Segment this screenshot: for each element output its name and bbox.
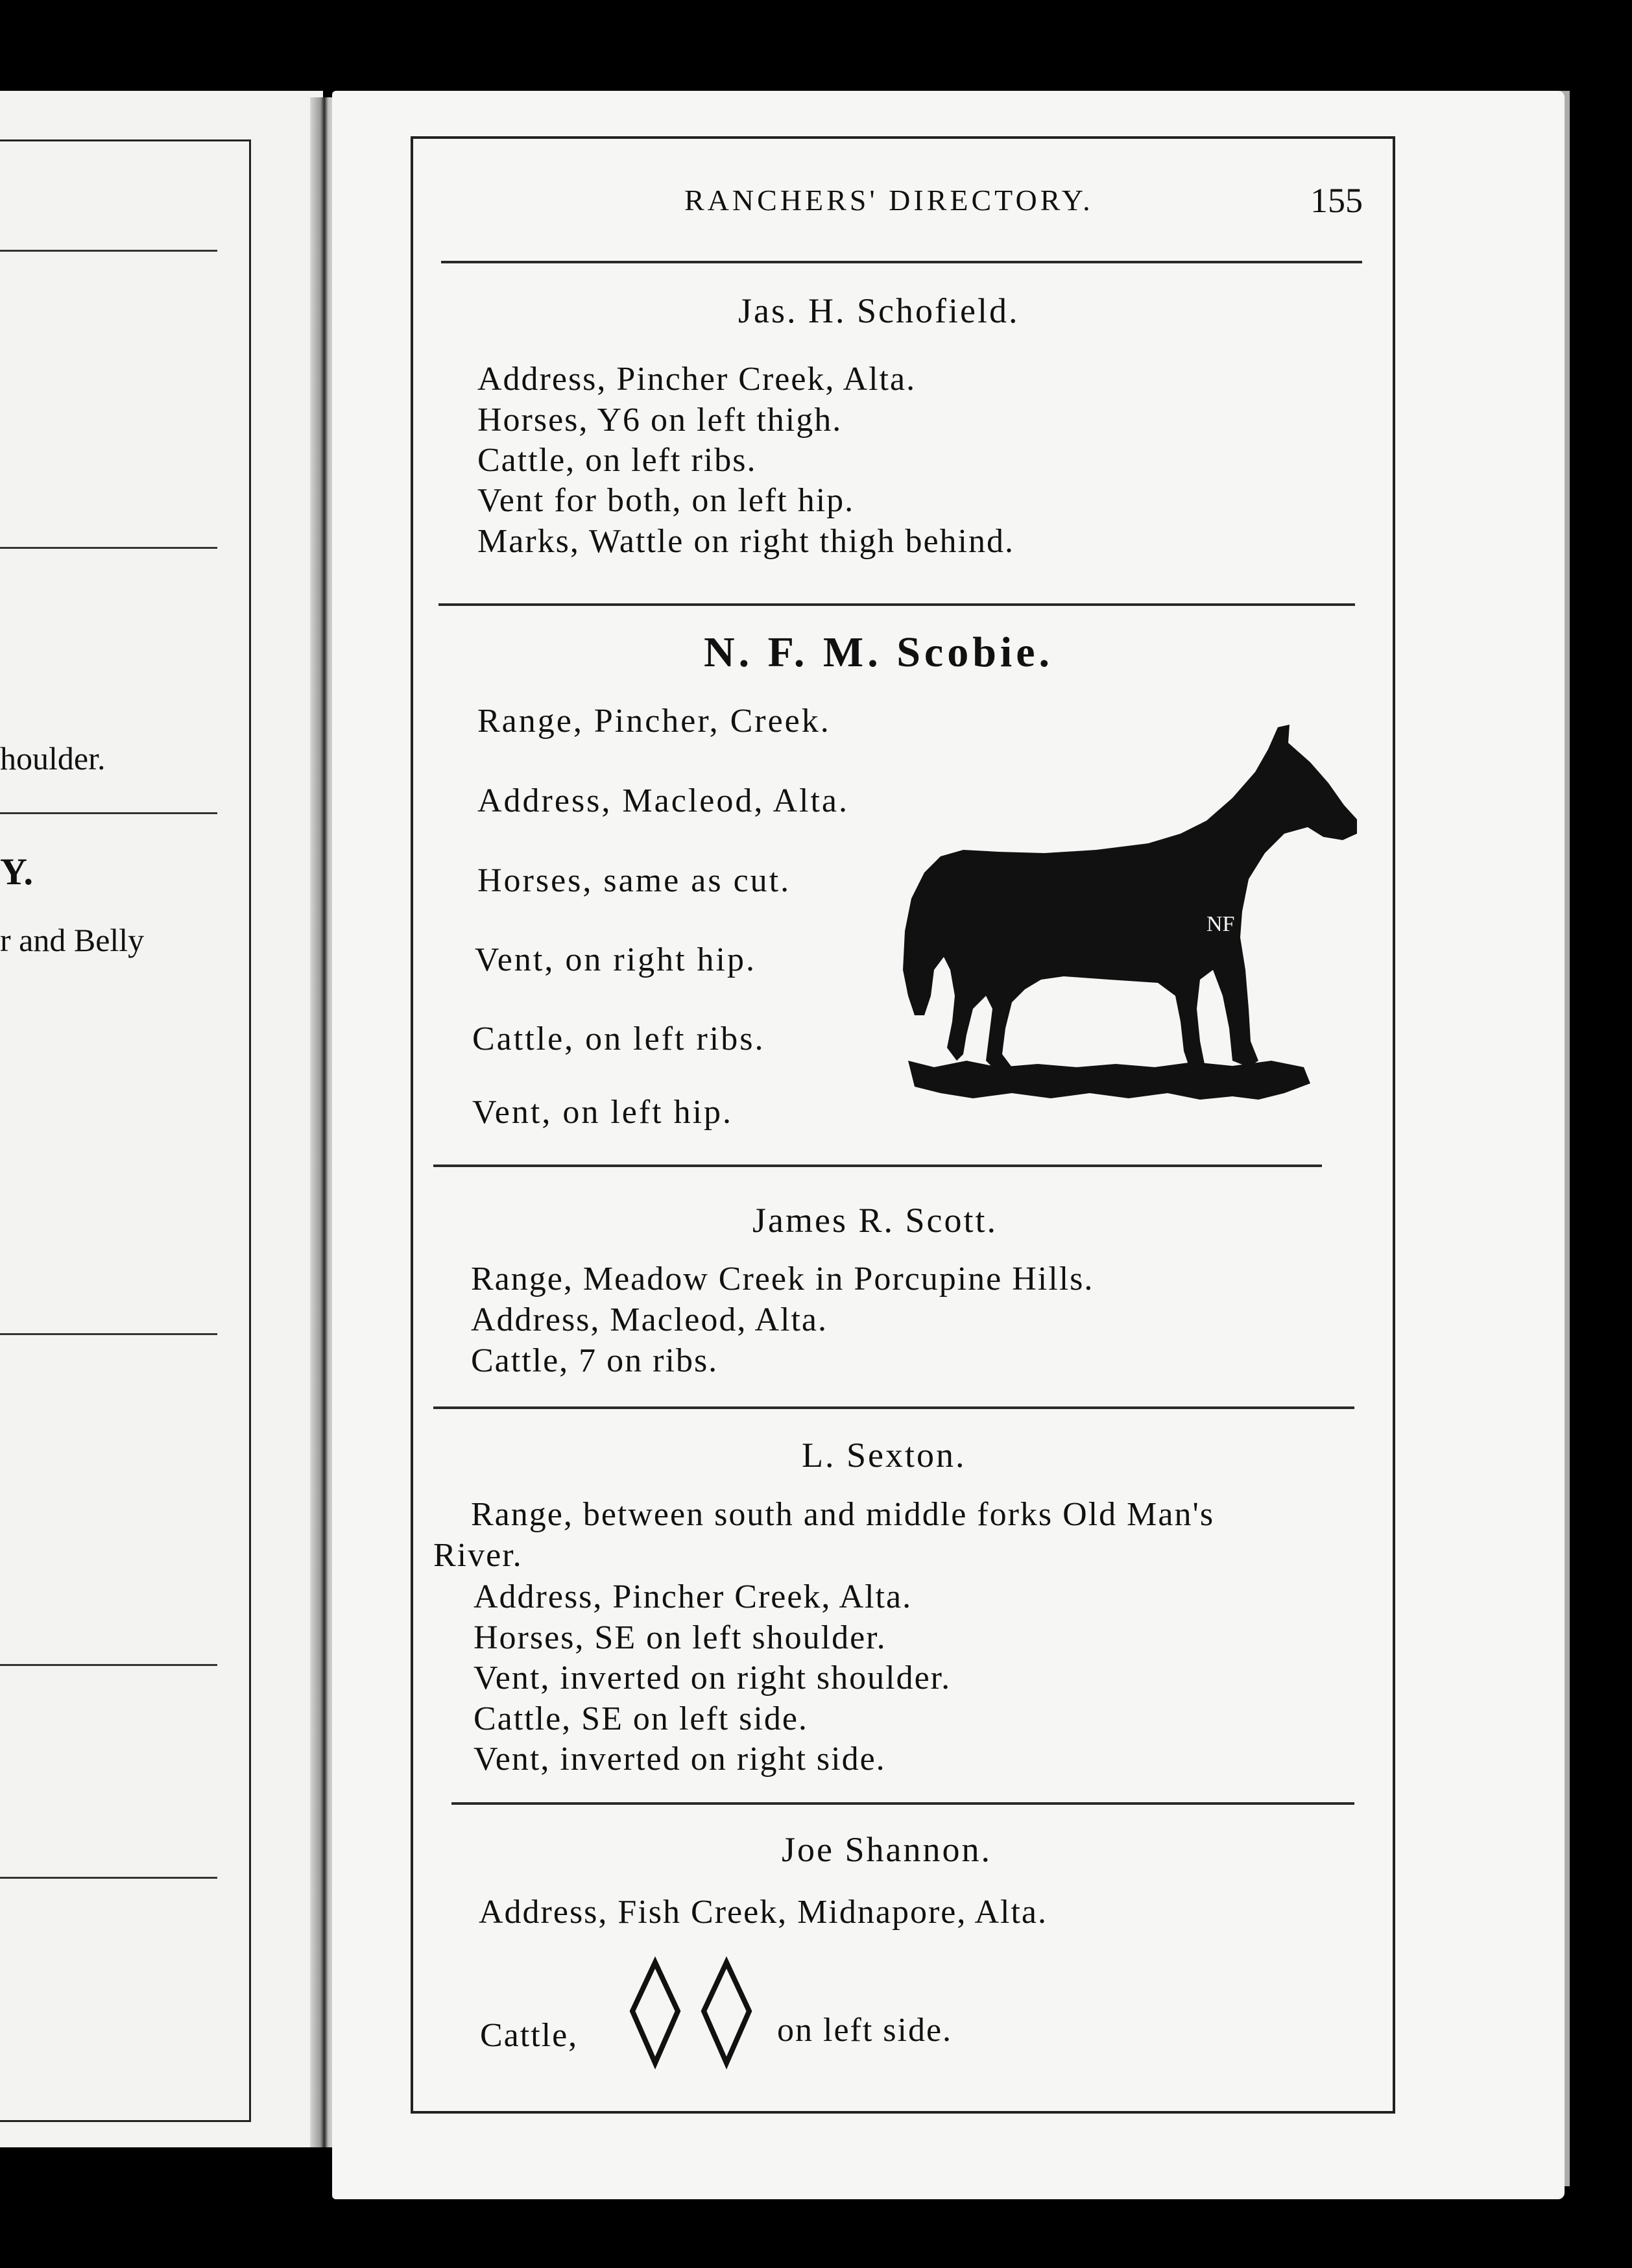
left-page-frame (0, 139, 251, 2122)
left-rule (0, 1877, 217, 1879)
entry-line: Horses, Y6 on left thigh. (477, 402, 843, 439)
entry-line: Range, between south and middle forks Old Man's (471, 1496, 1215, 1533)
entry-line: Vent, on left hip. (472, 1094, 734, 1131)
left-fragment-text: r and Belly (0, 922, 145, 958)
rancher-name: Joe Shannon. (782, 1830, 992, 1869)
entry-line: Cattle, on left ribs. (477, 442, 757, 479)
horse-cut-image (895, 723, 1369, 1139)
entry-line: Vent for both, on left hip. (477, 482, 855, 519)
left-rule (0, 1333, 217, 1335)
cattle-brand-image (626, 1956, 756, 2073)
entry-line: Cattle, 7 on ribs. (471, 1342, 719, 1379)
entry-line: Vent, on right hip. (475, 941, 756, 978)
entry-line: Address, Macleod, Alta. (477, 782, 850, 819)
entry-line: Address, Fish Creek, Midnapore, Alta. (479, 1894, 1048, 1931)
entry-line: Address, Macleod, Alta. (471, 1301, 828, 1338)
left-rule (0, 812, 217, 814)
entry-line: Horses, same as cut. (477, 862, 791, 899)
entry-divider (451, 1802, 1354, 1805)
left-fragment-title: Y. (0, 850, 34, 893)
entry-line: Address, Pincher Creek, Alta. (474, 1578, 913, 1615)
entry-divider (433, 1406, 1354, 1409)
entry-line: Cattle, SE on left side. (474, 1700, 808, 1737)
entry-line: Address, Pincher Creek, Alta. (477, 361, 917, 398)
header-rule (441, 261, 1362, 263)
entry-line: Range, Meadow Creek in Porcupine Hills. (471, 1261, 1094, 1297)
left-rule (0, 547, 217, 549)
entry-divider (433, 1164, 1322, 1167)
entry-divider (438, 603, 1355, 606)
entry-line: Range, Pincher, Creek. (477, 703, 831, 740)
running-header: RANCHERS' DIRECTORY. (684, 184, 1094, 217)
rancher-name: Jas. H. Schofield. (738, 291, 1020, 330)
rancher-name: L. Sexton. (802, 1436, 966, 1475)
left-rule (0, 250, 217, 252)
entry-line: River. (433, 1537, 523, 1574)
entry-line: Cattle, (480, 2017, 579, 2054)
entry-line: Horses, SE on left shoulder. (474, 1619, 887, 1656)
rancher-name: N. F. M. Scobie. (704, 629, 1054, 676)
left-fragment-text: houlder. (0, 740, 106, 777)
entry-line: Marks, Wattle on right thigh behind. (477, 523, 1014, 560)
entry-line: on left side. (777, 2012, 953, 2049)
entry-line: Cattle, on left ribs. (472, 1020, 765, 1057)
brand-mark: NF (1206, 912, 1235, 936)
entry-line: Vent, inverted on right shoulder. (474, 1659, 952, 1696)
entry-line: Vent, inverted on right side. (474, 1741, 886, 1778)
page-number: 155 (1310, 181, 1363, 220)
rancher-name: James R. Scott. (752, 1201, 998, 1240)
left-rule (0, 1664, 217, 1666)
